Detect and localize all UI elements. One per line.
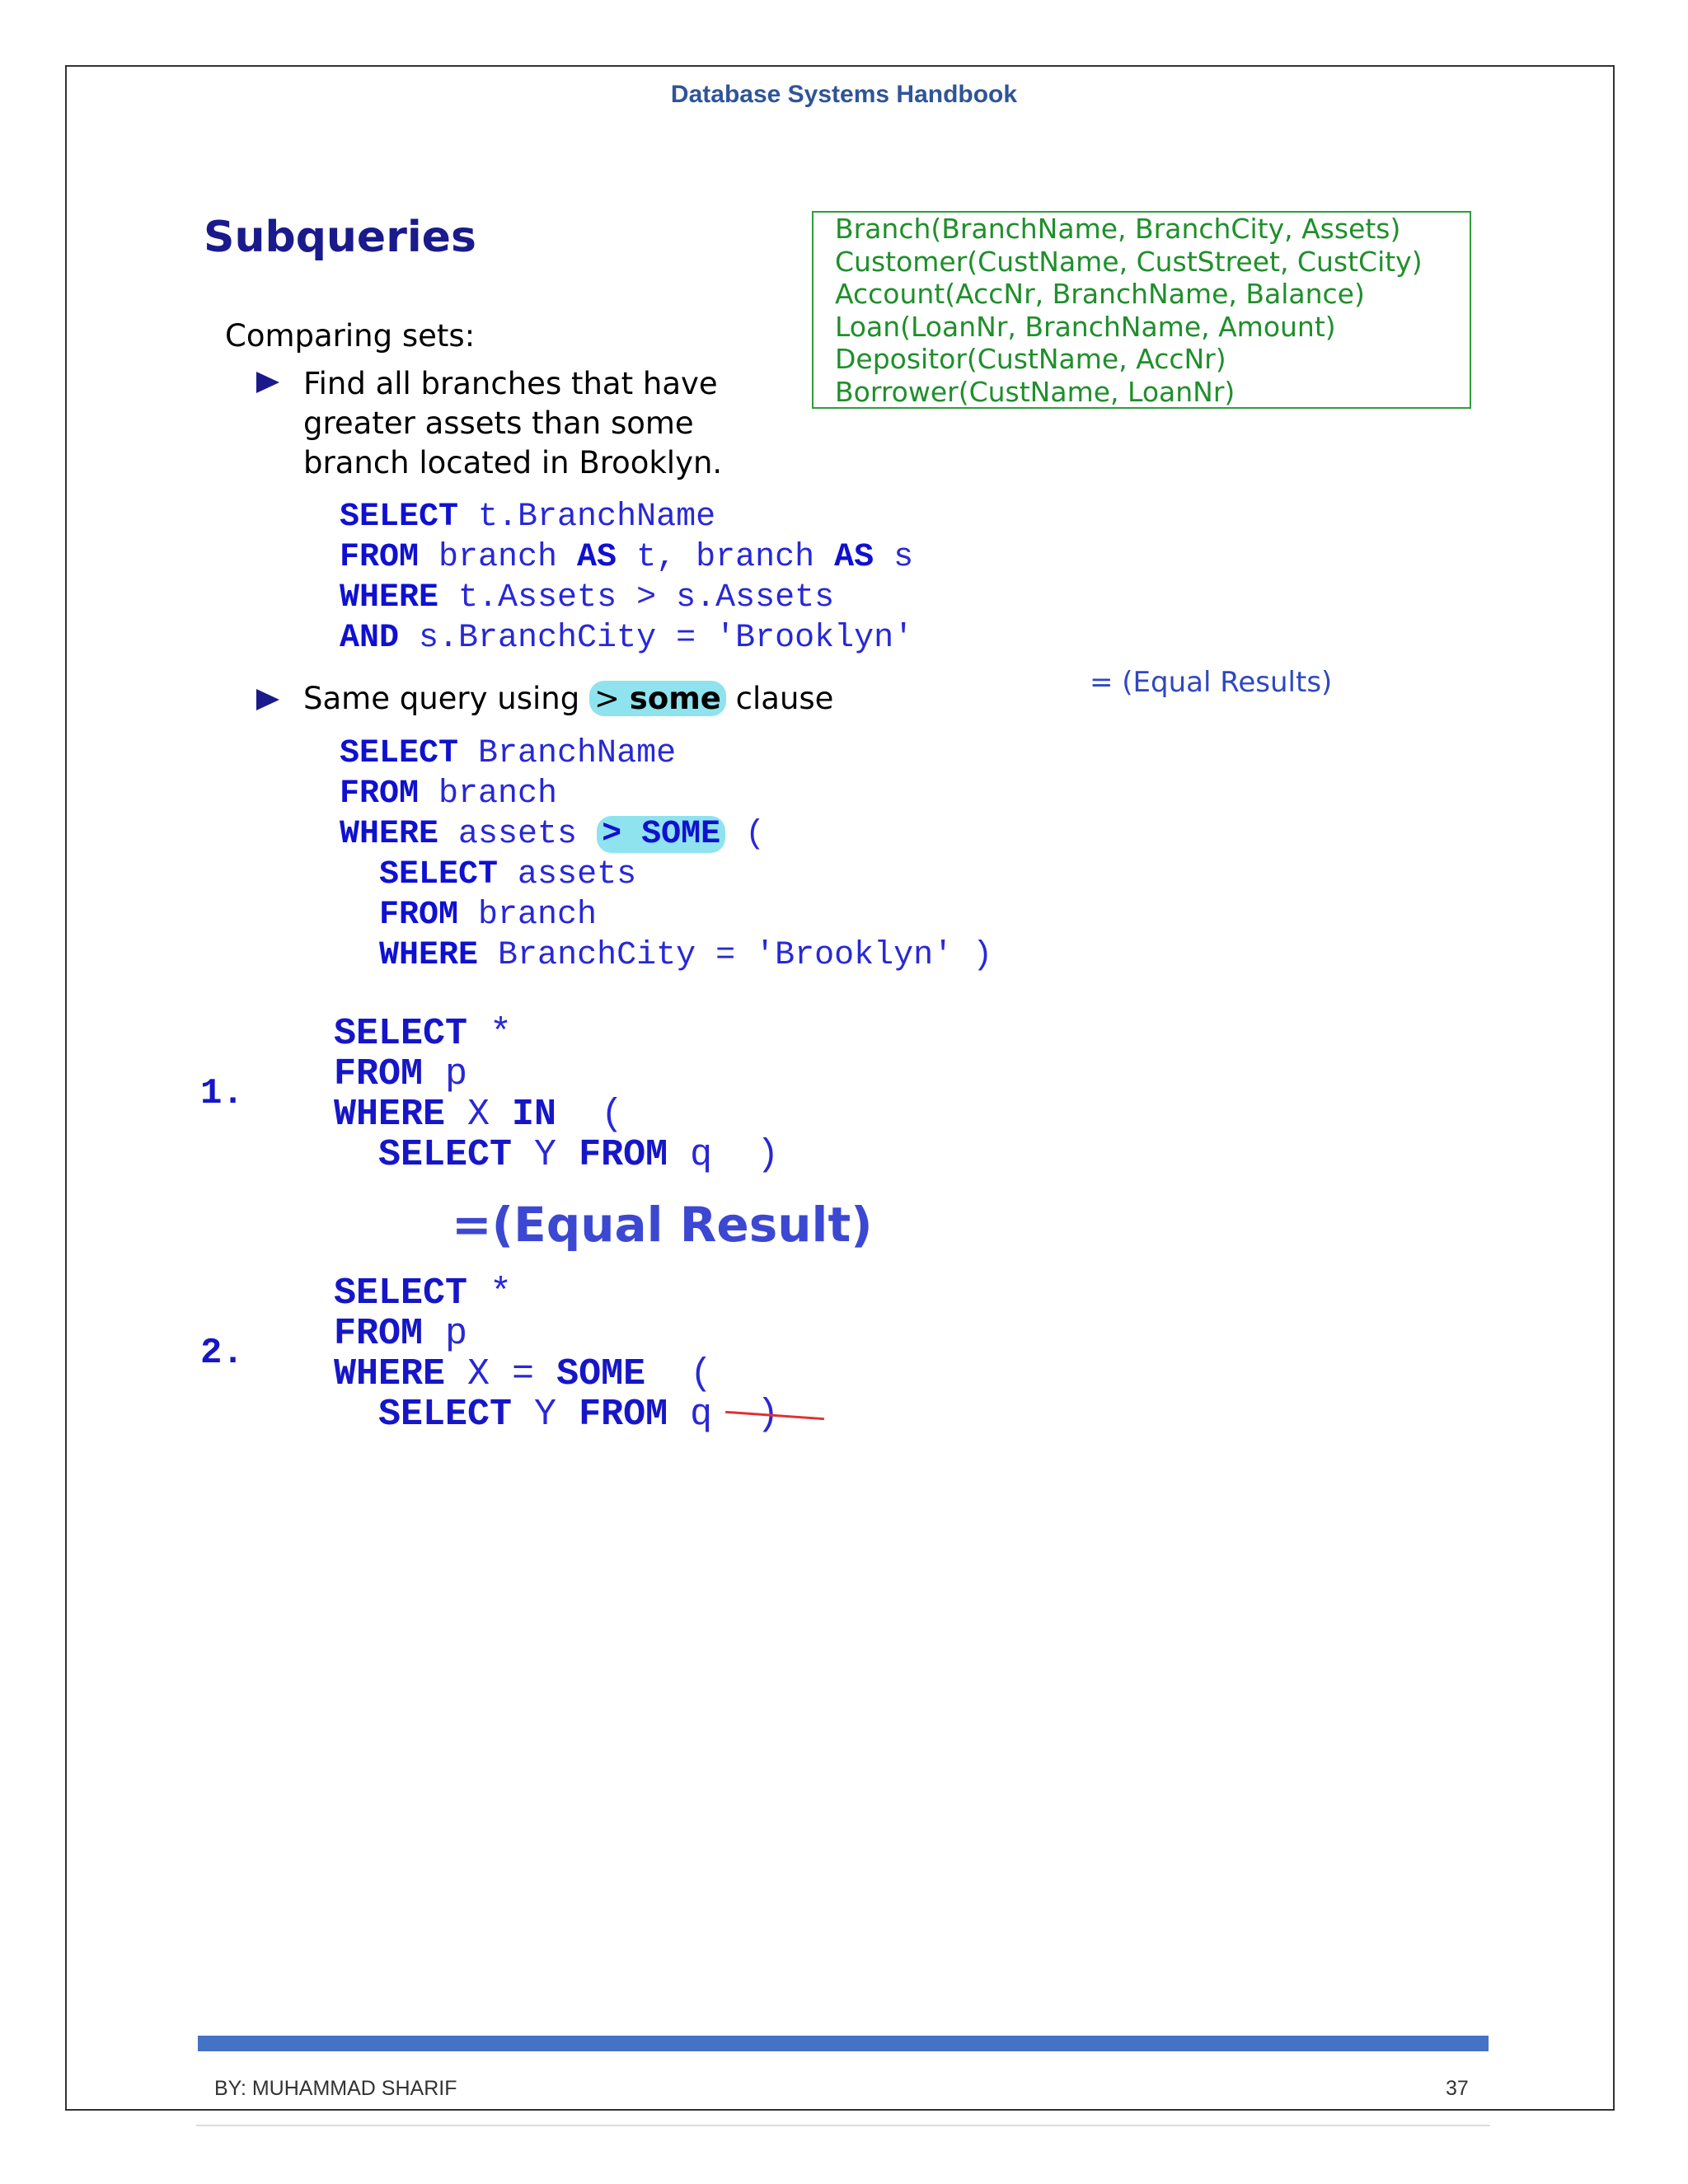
sql-keyword: WHERE [340,816,439,853]
bullet-2-text [303,681,833,716]
example-1-number: 1. [200,1073,244,1114]
sql-text: ( [725,816,766,853]
sql-keyword: WHERE [334,1353,446,1395]
sql-text: assets [438,816,598,853]
sql-text: t, branch [617,539,835,576]
query-1 [340,497,913,658]
sql-keyword: FROM [334,1313,424,1355]
sql-keyword: WHERE [379,937,479,974]
sql-keyword: SELECT [378,1134,513,1176]
bullet-2-post: clause [725,681,834,716]
sql-keyword: FROM [379,897,459,934]
code-line [340,814,992,855]
sql-text: branch [419,776,558,813]
sql-text: Y [512,1134,579,1176]
code-line [334,1054,779,1094]
bullet-1-text [303,364,722,483]
code-line [340,578,913,618]
footer-bar [198,2036,1489,2051]
sql-keyword: IN [512,1094,557,1136]
sql-text: ( [645,1353,713,1395]
sql-text: BranchName [458,735,677,772]
sql-text: ( [556,1094,624,1136]
slide-title: Subqueries [204,213,476,262]
sql-keyword: WHERE [334,1094,446,1136]
sql-text: branch [419,539,578,576]
sql-text: q ) [668,1394,780,1436]
schema-line: Loan(LoanNr, BranchName, Amount) [835,310,1336,343]
sql-keyword: FROM [334,1053,424,1095]
bullet-arrow-icon [256,372,279,393]
sql-keyword: SELECT [340,499,459,536]
sql-text: X = [445,1353,557,1395]
footer-author: BY: MUHAMMAD SHARIF [214,2077,457,2100]
schema-box [812,211,1471,409]
highlight-some-keyword: > SOME [597,816,725,853]
bullet-arrow-icon [256,689,279,710]
code-line [334,1394,779,1435]
sql-text: t.BranchName [458,499,716,536]
bullet-1-line: greater assets than some [303,405,694,441]
sql-keyword: AND [340,620,400,657]
sql-keyword: FROM [579,1394,668,1436]
bullet-1-line: Find all branches that have [303,366,718,401]
sql-text: BranchCity = 'Brooklyn' ) [478,937,993,974]
code-line [334,1354,779,1394]
bullet-2-pre: Same query using [303,681,590,716]
code-line [340,537,913,578]
sql-text: assets [498,856,637,893]
sql-text: q ) [668,1134,780,1176]
sql-text: s [874,539,914,576]
sql-text: * [467,1013,513,1055]
sql-text: p [423,1053,468,1095]
sql-text: X [445,1094,513,1136]
sql-text: Y [512,1394,579,1436]
code-line [334,1135,779,1175]
sql-text: t.Assets > s.Assets [438,579,835,616]
sql-keyword: AS [834,539,874,576]
schema-line: Depositor(CustName, AccNr) [835,343,1226,375]
highlight-some [589,681,726,716]
code-line [340,733,992,774]
highlight-word: some [629,681,721,716]
sql-text: p [423,1313,468,1355]
highlight-symbol: > [594,681,621,716]
intro-text: Comparing sets: [225,318,476,354]
code-line [340,774,992,814]
code-line [340,895,992,935]
sql-keyword: SELECT [334,1272,468,1315]
sql-keyword: SELECT [379,856,499,893]
code-line [334,1014,779,1054]
schema-line: Account(AccNr, BranchName, Balance) [835,278,1365,310]
sql-keyword: WHERE [340,579,439,616]
sql-keyword: SOME [556,1353,646,1395]
sql-keyword: FROM [340,776,420,813]
bottom-divider [196,2125,1490,2126]
equal-result-heading: =(Equal Result) [452,1197,873,1253]
equal-results-note: = (Equal Results) [1090,666,1333,699]
example-2-query [334,1273,779,1435]
example-1-query [334,1014,779,1175]
sql-keyword: AS [577,539,617,576]
sql-keyword: FROM [579,1134,668,1176]
code-line [334,1094,779,1135]
code-line [340,497,913,537]
running-header: Database Systems Handbook [670,81,1018,108]
sql-text: branch [458,897,598,934]
schema-line: Borrower(CustName, LoanNr) [835,375,1236,408]
code-line [340,855,992,895]
sql-keyword: FROM [340,539,420,576]
sql-keyword: SELECT [334,1013,468,1055]
sql-keyword: SELECT [340,735,459,772]
code-line [340,618,913,658]
sql-text: s.BranchCity = 'Brooklyn' [399,620,914,657]
sql-text: * [467,1272,513,1315]
page-number: 37 [1446,2077,1469,2100]
schema-line: Branch(BranchName, BranchCity, Assets) [835,213,1401,245]
schema-line: Customer(CustName, CustStreet, CustCity) [835,245,1423,278]
code-line [334,1273,779,1314]
sql-keyword: SELECT [378,1394,513,1436]
example-2-number: 2. [200,1333,244,1374]
bullet-1-line: branch located in Brooklyn. [303,445,723,480]
code-line [334,1314,779,1354]
code-line [340,935,992,976]
query-2 [340,733,992,976]
